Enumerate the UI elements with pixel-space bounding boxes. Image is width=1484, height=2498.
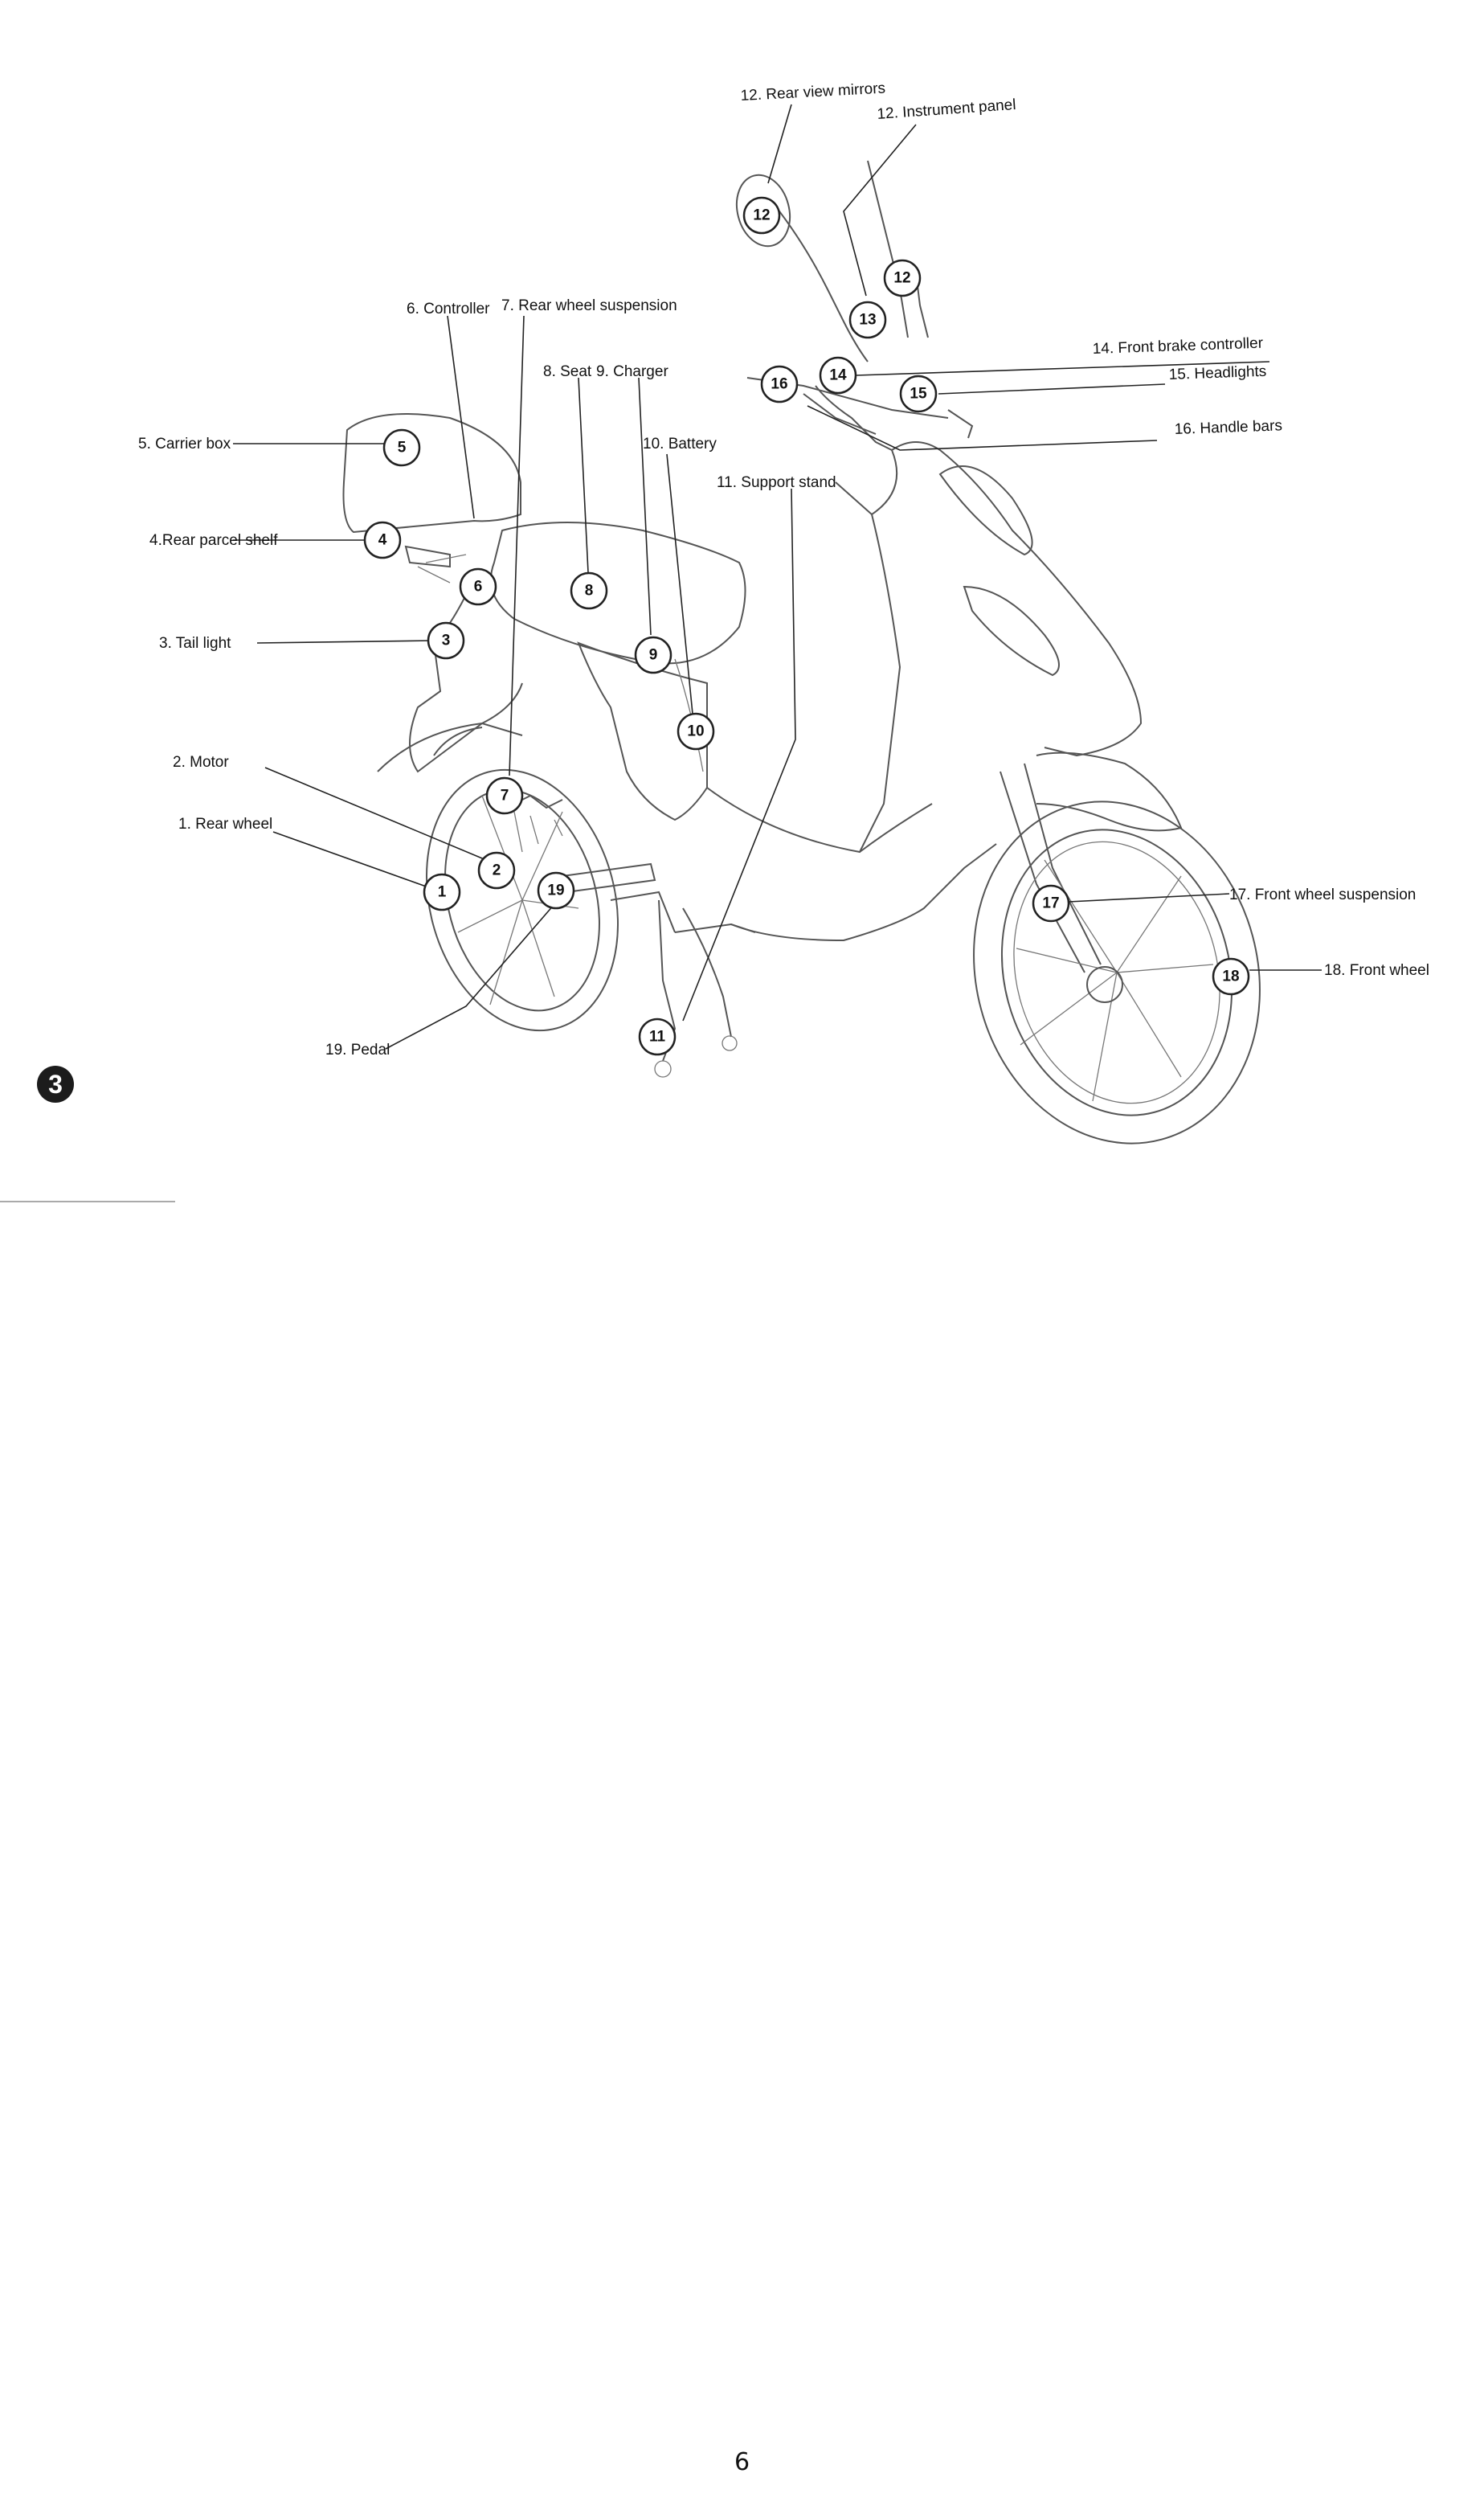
callout-16 bbox=[762, 367, 797, 402]
callout-14 bbox=[820, 358, 856, 393]
callout-4 bbox=[365, 522, 400, 558]
callout-19 bbox=[538, 873, 574, 908]
svg-text:12: 12 bbox=[753, 207, 771, 224]
label-charger: 9. Charger bbox=[596, 363, 668, 380]
callout-13 bbox=[850, 302, 885, 338]
label-rear-wheel: 1. Rear wheel bbox=[178, 816, 273, 833]
label-rear-wheel-suspension: 7. Rear wheel suspension bbox=[501, 297, 677, 314]
label-rear-view-mirrors: 12. Rear view mirrors bbox=[740, 80, 886, 104]
callout-5 bbox=[384, 430, 419, 465]
callout-12-mirror bbox=[744, 198, 779, 233]
svg-text:4: 4 bbox=[378, 531, 387, 549]
callout-12-instrument bbox=[885, 260, 920, 296]
label-support-stand: 11. Support stand bbox=[717, 474, 836, 491]
svg-text:5: 5 bbox=[397, 439, 407, 457]
callout-15 bbox=[901, 376, 936, 412]
label-carrier-box: 5. Carrier box bbox=[138, 436, 231, 453]
label-seat: 8. Seat bbox=[543, 363, 592, 380]
label-headlights: 15. Headlights bbox=[1168, 362, 1267, 383]
label-front-wheel: 18. Front wheel bbox=[1324, 962, 1429, 979]
callout-7 bbox=[487, 778, 522, 813]
svg-text:9: 9 bbox=[648, 646, 658, 664]
callout-18 bbox=[1213, 959, 1249, 994]
scooter-parts-diagram bbox=[0, 0, 1484, 1206]
svg-text:8: 8 bbox=[584, 582, 594, 600]
label-controller: 6. Controller bbox=[407, 301, 490, 317]
part-labels bbox=[138, 80, 1429, 1059]
svg-text:17: 17 bbox=[1042, 895, 1060, 912]
svg-text:14: 14 bbox=[829, 367, 847, 384]
callout-10 bbox=[678, 714, 713, 749]
callout-1 bbox=[424, 874, 460, 910]
callout-8 bbox=[571, 573, 607, 608]
step-number-badge: 3 bbox=[37, 1066, 74, 1103]
label-rear-parcel-shelf: 4.Rear parcel shelf bbox=[149, 532, 278, 549]
svg-text:16: 16 bbox=[771, 375, 788, 393]
svg-text:10: 10 bbox=[687, 723, 705, 740]
label-tail-light: 3. Tail light bbox=[159, 635, 231, 652]
svg-text:11: 11 bbox=[648, 1028, 666, 1046]
svg-text:7: 7 bbox=[500, 787, 509, 805]
label-motor: 2. Motor bbox=[173, 754, 229, 771]
label-instrument-panel: 12. Instrument panel bbox=[876, 96, 1017, 123]
callout-6 bbox=[460, 569, 496, 604]
svg-text:12: 12 bbox=[893, 269, 911, 287]
callout-11 bbox=[640, 1019, 675, 1054]
divider bbox=[0, 1201, 175, 1202]
svg-text:3: 3 bbox=[441, 632, 451, 649]
callout-3 bbox=[428, 623, 464, 658]
svg-text:13: 13 bbox=[859, 311, 877, 329]
label-battery: 10. Battery bbox=[643, 436, 717, 453]
callout-9 bbox=[636, 637, 671, 673]
svg-text:15: 15 bbox=[910, 385, 927, 403]
svg-text:1: 1 bbox=[437, 883, 447, 901]
svg-text:6: 6 bbox=[473, 578, 483, 596]
callout-17 bbox=[1033, 886, 1069, 921]
leader-lines bbox=[233, 104, 1322, 1049]
label-front-wheel-suspension: 17. Front wheel suspension bbox=[1229, 887, 1417, 903]
label-pedal: 19. Pedal bbox=[325, 1042, 390, 1059]
svg-text:18: 18 bbox=[1222, 968, 1240, 985]
callout-2 bbox=[479, 853, 514, 888]
label-handle-bars: 16. Handle bars bbox=[1174, 417, 1283, 438]
page-number: 6 bbox=[734, 2448, 750, 2476]
svg-text:19: 19 bbox=[547, 882, 565, 899]
label-front-brake-controller: 14. Front brake controller bbox=[1092, 334, 1264, 358]
svg-text:2: 2 bbox=[492, 862, 501, 879]
